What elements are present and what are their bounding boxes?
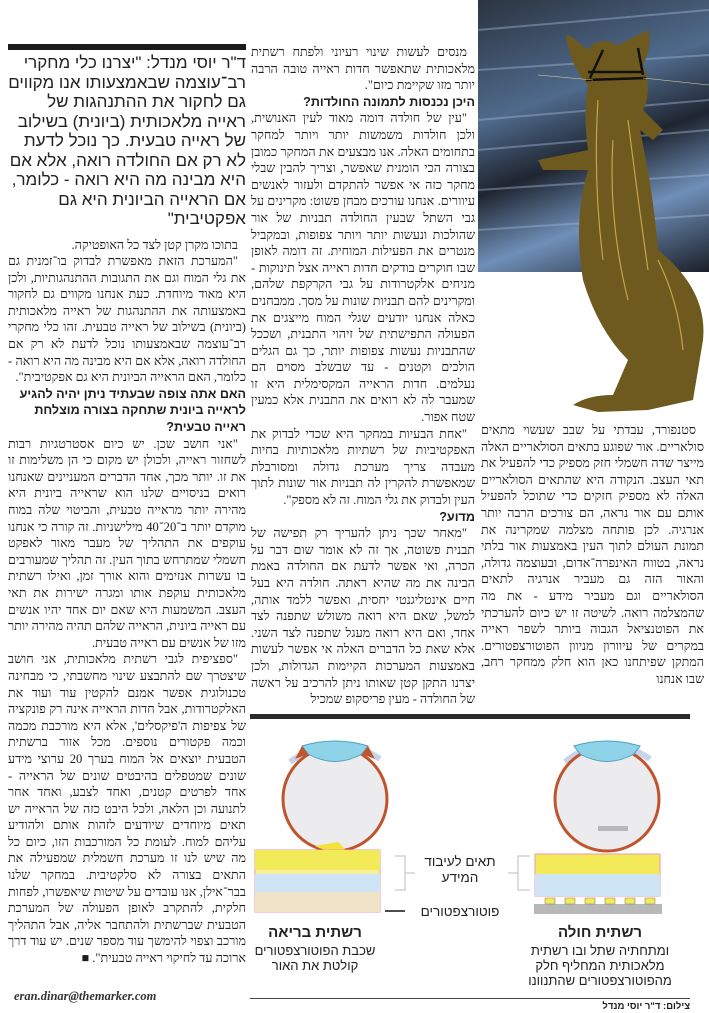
rat-illustration xyxy=(478,0,709,420)
paragraph: "המערכת הזאת מאפשרת לבדוק בו־זמנית גם את גלי המוח וגם את התגובות ההתנהגותיות, ולכן היא מאוד מיוחדת. כעת אנחנו מקווים גם לחקור באמצעותה את ההתנהגות של ראייה מלאכותית (ביונית) בשילוב של ראייה טבעית. זהו כלי מחקרי רב־עוצמה שבאמצעותו נוכל לדעת לא רק אם החולדה רואה, אלא אם היא מבינה מה היא רואה - כלומר, האם הראייה הביונית היא גם אפקטיבית". xyxy=(8,254,246,385)
article-column-left xyxy=(8,237,246,967)
illustration xyxy=(478,0,709,420)
healthy-retina-caption: שכבת הפוטורצפטורים קולטת את האור xyxy=(254,942,376,973)
author-email[interactable]: eran.dinar@themarker.com xyxy=(14,988,157,1003)
pull-quote: ד"ר יוסי מנדל: "יצרנו כלי מחקרי רב־עוצמה שבאמצעותו אנו מקווים גם לחקור את ההתנהגות של ראייה מלאכותית (ביונית) בשילוב של ראייה טבעית. כך נוכל לדעת לא רק אם החולדה רואה, אלא אם היא מבינה מה היא רואה - כלומר, אם הראייה הביונית היא גם אפקטיבית" xyxy=(8,44,246,229)
interview-question: האם אתה צופה שבעתיד ניתן יהיה להגיע לראייה ביונית שתחקה בצורה מוצלחת ראייה טבעית? xyxy=(19,386,246,435)
left-column-area xyxy=(8,44,246,1004)
label-processing-cells: תאים לעיבוד המידע xyxy=(424,853,496,885)
paragraph: סטנפורד, עבדתי על שבב שעשוי מתאים סולאריים. אור שפוגע בתאים הסולאריים האלה מייצר שדה חשמלי חזק מספיק כדי להפעיל את תאי העצב. הנקודה היא שהתאים הסולאריים האלה לא מספיק חזקים כדי שתוכל להפעיל אותם עם אור נראה, הם צורכים הרבה יותר אנרגיה. לכן פותחה מצלמה שמקרינה את תמונת העולם לתוך העין באמצעות אור בלתי נראה, בטווח האינפרה־אדום, ובעוצמה גדולה, והאור הזה גם מעביר אנרגיה לתאים הסולאריים וגם מעביר מידע - את מה שהמצלמה רואה. לשיטה זו יש כיום להערכתי את הפוטנציאל הגבוה ביותר לשפר ראייה במקרים של עיוורון מניוון הפוטורצפטורים. המתקן שפיתחנו כאן הוא חלק ממחקר רחב, שבו אנחנו xyxy=(481,423,704,686)
paragraph: בתוכו מקרן קטן לצד כל האופטיקה. xyxy=(71,237,238,252)
healthy-retina-title: רשתית בריאה xyxy=(268,923,362,941)
sick-retina-title: רשתית חולה xyxy=(557,923,643,941)
paragraph: "עין של חולדה דומה מאוד לעין האנושית, ולכן חולדות משמשות יותר ויותר למחקר בתחומים האלה. אנו מבצעים את המחקר כמובן בצורה הכי הומנית שאפשר, וצריך להבין שבלי מחקר כזה אי אפשר להתקדם ולעזור לאנשים עיוורים. אנחנו עורכים מבחן פשוט: מקרינים על גבי השתל שבעין החולדה תבניות של אור שהולכות ונעשות יותר ויותר צפופות, ובמקביל מנטרים את הפעילות המוחית. זה דומה לאופן שבו חוקרים בודקים חדות ראייה אצל תינוקות - מניחים אלקטרודות על גבי הקרקפת שלהם, ומקרינים להם תבניות שונות על מסך. ממבחנים כאלה אנחנו יודעים שגלי המוח מייצגים את הפעולה התפישתית של זיהוי התבנית, ושככל שהתבניות נעשות צפופות יותר, כך גם הגלים הולכים וקטנים - עד שבשלב מסוים הם נעלמים. חדות הראייה המקסימלית היא זו שמעבר לה לא רואים את התבנית אלא כמעין שטח אפור. xyxy=(251,111,475,425)
sick-eye-icon xyxy=(534,741,662,914)
sick-retina-caption: ומתחתיה שתל ובו רשתית מלאכותית המחליף חלק מהפוטורצפטורים שהתנוונו xyxy=(528,942,672,988)
paragraph: "אני חושב שכן. יש כיום אסטרטגיות רבות לשחזור ראייה, ולכולן יש מקום כי הן משלימות זו את זו. יותר מכך, אחד הדברים המעניינים שאנחנו רואים בניסויים שלנו הוא שראייה ביונית היא מהירה יותר מראייה טבעית, והביטוי שלה במוח מוקדם יותר ב־20־40 מילישניות. זה קורה כי אנחנו עוקפים את התהליך של מעבר מאור לאפקט חשמלי שמתרחש בתוך העין. זה תהליך שמעורבים בו עשרות אנזימים והוא אורך זמן, ואילו רשתית מלאכותית עוקפת אותו ומגרה ישירות את תאי העצב. המשמעות היא שאם יום אחד יהיו אנשים עם ראייה ביונית, הראייה שלהם תהיה מהירה יותר מזו של אנשים עם ראייה טבעית. xyxy=(8,436,246,650)
healthy-eye-icon xyxy=(255,741,405,912)
right-area xyxy=(478,0,709,688)
interview-question: מדוע? xyxy=(439,509,475,524)
interview-question: היכן נכנסות לתמונה החולדות? xyxy=(303,94,475,109)
paragraph: "ספציפית לגבי רשתית מלאכותית, אני חושב שיצטרך שם להתבצע שינוי מחשבתי, כי מבחינה טכנולוגית אפשר אמנם להקטין עוד ועוד את האלקטרודות, אבל חדות הראייה אינה רק פונקציה של צפיפות ה'פיקסלים', אלא היא מורכבת מכמה וכמה פקטורים נוספים. מכל אזור ברשתית הטבעית יוצאים אל המוח בערך 20 ערוצי מידע שונים שמטפלים בהיבטים שונים של הראייה - אחד לפרטים קטנים, ואחד לצבע, ואחד אחר לתנועה וכן הלאה, ולכל היבט כזה של הראייה יש תאים מיוחדים שיודעים לזהות אותם ולהודיע עליהם למוח. לעומת כל המורכבות הזו, כיום כל מה שיש לנו זו מערכת חשמלית שמפעילה את התאים בצורה לא סלקטיבית. במחקר שלנו בבר־אילן, אנו עובדים על שיטות שיאפשרו, לפחות חלקית, להתקרב לאופן הפעולה של המערכת הטבעית שברשתית ולהתחבר אליה, אבל התהליך מורכב וצפוי להימשך עוד מספר שנים. יש עוד דרך ארוכה עד לחיקוי ראייה טבעית". ■ xyxy=(8,652,247,966)
label-photoreceptors: פוטורצפטורים xyxy=(420,903,500,919)
retina-diagram xyxy=(250,714,705,998)
top-row xyxy=(250,0,709,708)
paragraph: מנסים לעשות שינוי רעיוני ולפתח רשתית מלאכותית שתאפשר חדות ראייה טובה הרבה יותר מזו שקיימת כיום". xyxy=(251,45,475,93)
photo-credit: צילום: ד"ר יוסי מנדל xyxy=(602,1000,690,1012)
main-area xyxy=(250,0,709,1013)
paragraph: "מאחר שכך ניתן להעריך רק תפישה של תבנית פשוטה, אך זה לא אומר שום דבר על הכרה, ואי אפשר לדעת אם החולדה באמת הבינה את מה שהיא ראתה. חולדה היא בעל חיים אינטליגנטי יחסית, ואפשר ללמד אותה, למשל, שאם היא רואה משולש שתפנה לצד אחד, ואם היא רואה מעגל שתפנה לצד השני. אלא שאת כל הדברים האלה אי אפשר לעשות באמצעות המערכות הקיימות הגדולות, ולכן יצרנו התקן קטן שאותו ניתן להרכיב על ראשה של החולדה - מעין פריסקופ שמכיל xyxy=(251,526,475,707)
paragraph: "אחת הבעיות במחקר היא שכדי לבדוק את האפקטיביות של רשתיות מלאכותיות בחיות מעבדה צריך מערכת גדולה ומסורבלת שמאפשרת להקרין לה תבניות אור שונות לתוך העין ולבדוק את גלי המוח. זה לא מספק". xyxy=(251,426,475,508)
article-column-right xyxy=(481,422,704,688)
article-column-middle xyxy=(251,44,475,708)
